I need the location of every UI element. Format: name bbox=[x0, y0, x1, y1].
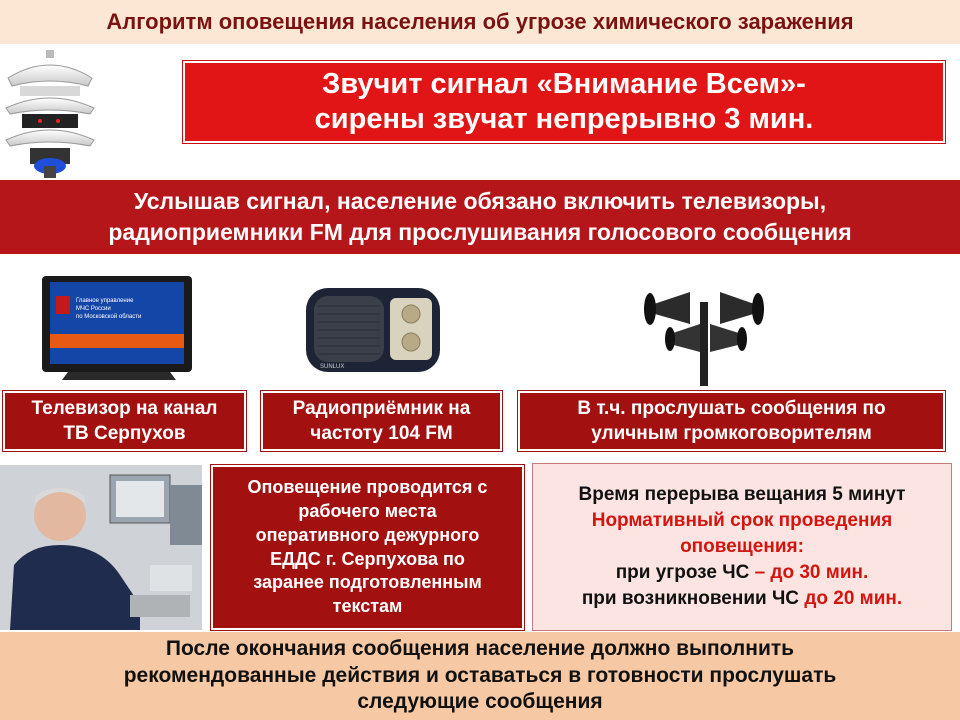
radio-image bbox=[300, 270, 446, 382]
occurrence-line bbox=[582, 586, 902, 612]
pause-text: Время перерыва вещания 5 минут bbox=[578, 484, 906, 506]
operator-line: текстам bbox=[332, 596, 403, 616]
norm-title-line-2: оповещения: bbox=[680, 536, 804, 558]
norm-title-line-1: Нормативный срок проведения bbox=[591, 510, 893, 532]
operator-line: Оповещение проводится с bbox=[247, 477, 488, 498]
caption-loudspeakers-line-1: В т.ч. прослушать сообщения по bbox=[577, 397, 886, 419]
threat-value: – до 30 мин. bbox=[754, 561, 869, 583]
operator-info-box bbox=[211, 465, 524, 630]
caption-tv-line-1: Телевизор на канал bbox=[31, 397, 218, 419]
signal-line-2: сирены звучат непрерывно 3 мин. bbox=[314, 103, 814, 135]
signal-line-1: Звучит сигнал «Внимание Всем»- bbox=[322, 68, 806, 101]
threat-label: при угрозе ЧС bbox=[615, 561, 755, 583]
operator-photo bbox=[0, 465, 202, 630]
tv-screen-line-2: МЧС России bbox=[76, 306, 111, 312]
operator-line: оперативного дежурного bbox=[255, 524, 480, 545]
final-line-1: После окончания сообщения население должно выполнить bbox=[165, 637, 795, 661]
caption-loudspeakers bbox=[518, 391, 945, 451]
occurrence-label: при возникновении ЧС bbox=[581, 587, 805, 609]
instruction-line-1: Услышав сигнал, население обязано включить телевизоры, bbox=[133, 187, 827, 214]
loudspeakers-image bbox=[630, 262, 780, 386]
page-title bbox=[0, 0, 960, 44]
radio-brand-label: SUNLUX bbox=[320, 364, 345, 370]
caption-radio-line-2: частоту 104 FM bbox=[310, 423, 453, 444]
instruction-line-2: радиоприемники FM для прослушивания голосового сообщения bbox=[108, 219, 852, 245]
page-title-text: Алгоритм оповещения населения об угрозе химического заражения bbox=[106, 9, 854, 34]
instruction-banner bbox=[0, 180, 960, 254]
tv-screen-line-1: Главное управление bbox=[76, 298, 134, 304]
final-instruction bbox=[0, 632, 960, 720]
operator-line: заранее подготовленным bbox=[253, 572, 482, 593]
tv-screen-line-3: по Московской области bbox=[76, 314, 142, 320]
caption-tv-line-2: ТВ Серпухов bbox=[63, 423, 186, 444]
caption-loudspeakers-line-2: уличным громкоговорителям bbox=[591, 423, 872, 444]
caption-tv bbox=[3, 391, 246, 451]
final-line-3: следующие сообщения bbox=[357, 690, 603, 714]
operator-line: ЕДДС г. Серпухова по bbox=[270, 548, 465, 569]
timing-box bbox=[532, 463, 952, 631]
occurrence-value: до 20 мин. bbox=[804, 587, 903, 609]
final-line-2: рекомендованные действия и оставаться в готовности прослушать bbox=[123, 663, 837, 687]
caption-radio bbox=[261, 391, 502, 451]
siren-image bbox=[0, 48, 100, 178]
tv-image bbox=[38, 272, 200, 384]
caption-radio-line-1: Радиоприёмник на bbox=[292, 397, 471, 419]
operator-line: рабочего места bbox=[298, 501, 437, 521]
threat-line bbox=[616, 560, 869, 586]
signal-banner bbox=[183, 61, 945, 143]
